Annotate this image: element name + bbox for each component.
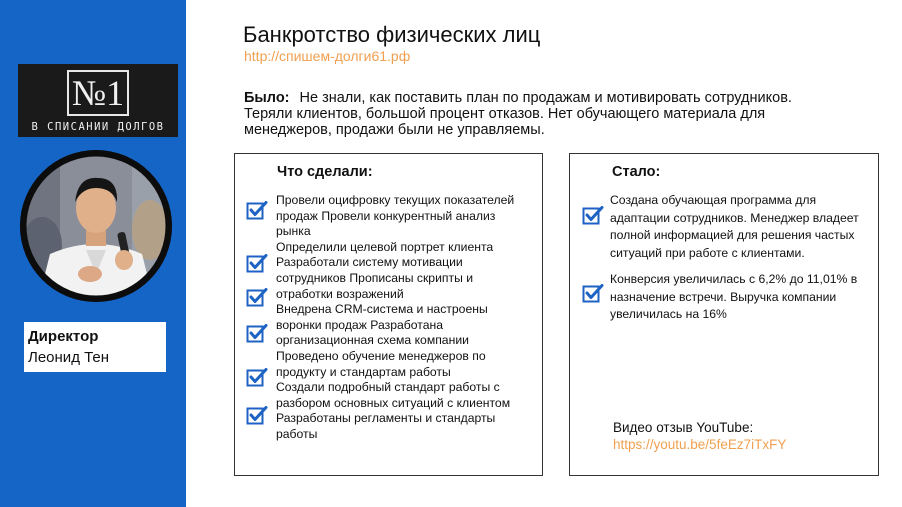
page-title: Банкротство физических лиц [243, 22, 541, 47]
logo-caption: В СПИСАНИИ ДОЛГОВ [31, 121, 165, 133]
done-line: Разработали систему мотивации [276, 255, 463, 270]
checkbox-icon [246, 200, 268, 220]
done-line: воронки продаж Разработана [276, 317, 443, 332]
director-role: Директор [28, 328, 99, 345]
done-line: разбором основных ситуаций с клиентом [276, 395, 511, 410]
result-heading: Стало: [612, 164, 661, 180]
done-heading: Что сделали: [277, 164, 373, 180]
done-line: Создали подробный стандарт работы с [276, 380, 500, 395]
checkbox-icon [246, 367, 268, 387]
checkbox-icon [246, 323, 268, 343]
done-line: продаж Провели конкурентный анализ [276, 208, 496, 223]
done-list [276, 193, 540, 443]
done-line: Определили целевой портрет клиента [276, 239, 494, 254]
checkbox-icon [246, 287, 268, 307]
result-item: Создана обучающая программа для адаптации сотрудников. Менеджер владеет полной информацией для решения частых ситуаций при работе с клиентами. [610, 193, 859, 260]
before-description: Не знали, как поставить план по продажам и мотивировать сотрудников. Теряли клиентов, большой процент отказов. Нет обучающего материала для менеджеров, продажи были не управляемы. [244, 90, 792, 138]
checkbox-icon [246, 405, 268, 425]
director-name: Леонид Тен [28, 349, 110, 366]
checkbox-icon [246, 253, 268, 273]
done-line: Проведено обучение менеджеров по [276, 348, 486, 363]
checkbox-icon [582, 283, 604, 303]
result-item: Конверсия увеличилась с 6,2% до 11,01% в назначение встречи. Выручка компании увеличилась на 16% [610, 272, 858, 321]
logo-mark: №1 [71, 73, 125, 113]
checkbox-icon [582, 205, 604, 225]
done-line: организационная схема компании [276, 333, 469, 348]
sidebar [0, 0, 186, 507]
company-website-link[interactable]: http://спишем-долги61.рф [244, 48, 411, 64]
done-line: Разработаны регламенты и стандарты [276, 411, 496, 426]
done-line: сотрудников Прописаны скрипты и [276, 270, 474, 285]
logo-frame [67, 70, 129, 116]
before-label: Было: [244, 90, 290, 106]
company-logo [18, 64, 178, 137]
before-section [244, 90, 804, 138]
done-line: работы [276, 426, 318, 441]
video-review-link[interactable]: https://youtu.be/5feEz7iTxFY [613, 437, 787, 452]
done-line: продукту и стандартам работы [276, 364, 451, 379]
director-card [24, 322, 166, 372]
done-line: отработки возражений [276, 286, 404, 301]
done-line: рынка [276, 224, 311, 239]
director-photo [20, 150, 172, 302]
director-portrait-illustration [20, 150, 172, 302]
done-line: Провели оцифровку текущих показателей [276, 193, 515, 207]
video-review-label: Видео отзыв YouTube: [613, 420, 754, 435]
done-line: Внедрена CRM-система и настроены [276, 302, 488, 317]
